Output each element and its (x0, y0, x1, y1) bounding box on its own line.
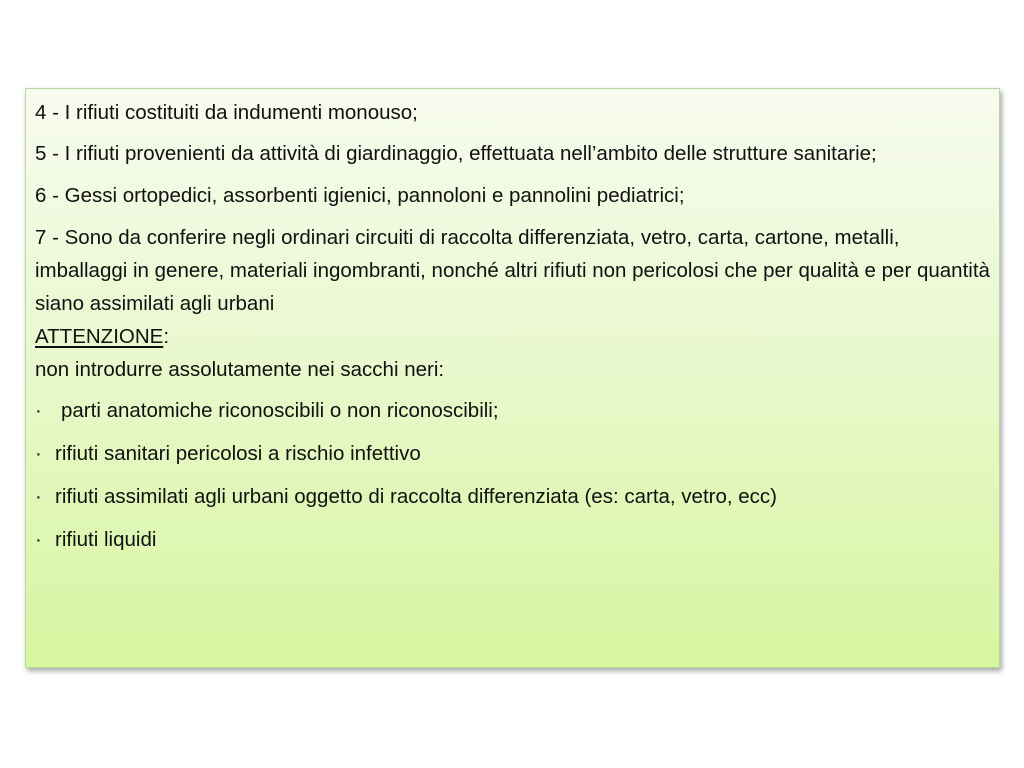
list-item-text: rifiuti assimilati agli urbani oggetto di raccolta differenziata (es: carta, vetro, ecc) (55, 485, 778, 508)
warning-bullet-list (35, 394, 990, 556)
list-item-text: rifiuti liquidi (55, 528, 157, 551)
list-item (35, 394, 990, 427)
warning-heading-colon: : (163, 325, 170, 348)
list-item (35, 437, 990, 470)
warning-heading-word: ATTENZIONE (35, 325, 164, 348)
content-box (25, 88, 1000, 668)
paragraph-7: 7 - Sono da conferire negli ordinari circuiti di raccolta differenziata, vetro, carta, cartone, metalli, imballaggi in genere, materiali ingombranti, nonché altri rifiuti non pericolosi che per qualità e per quantità siano assimilati agli urbani (35, 226, 990, 315)
list-item (35, 523, 990, 556)
list-item-text: rifiuti sanitari pericolosi a rischio infettivo (55, 442, 421, 465)
list-item-text: parti anatomiche riconoscibili o non riconoscibili; (61, 399, 499, 422)
bullet-dot: · (35, 399, 42, 422)
list-item (35, 480, 990, 513)
paragraph-6: 6 - Gessi ortopedici, assorbenti igienici, pannoloni e pannolini pediatrici; (35, 184, 685, 207)
bullet-dot: · (35, 528, 42, 551)
bullet-dot: · (35, 442, 42, 465)
paragraph-4: 4 - I rifiuti costituiti da indumenti monouso; (35, 101, 418, 124)
paragraph-5: 5 - I rifiuti provenienti da attività di giardinaggio, effettuata nell’ambito delle strutture sanitarie; (35, 142, 877, 165)
bullet-dot: · (35, 485, 42, 508)
warning-heading (35, 320, 990, 353)
warning-intro: non introdurre assolutamente nei sacchi neri: (35, 358, 445, 381)
